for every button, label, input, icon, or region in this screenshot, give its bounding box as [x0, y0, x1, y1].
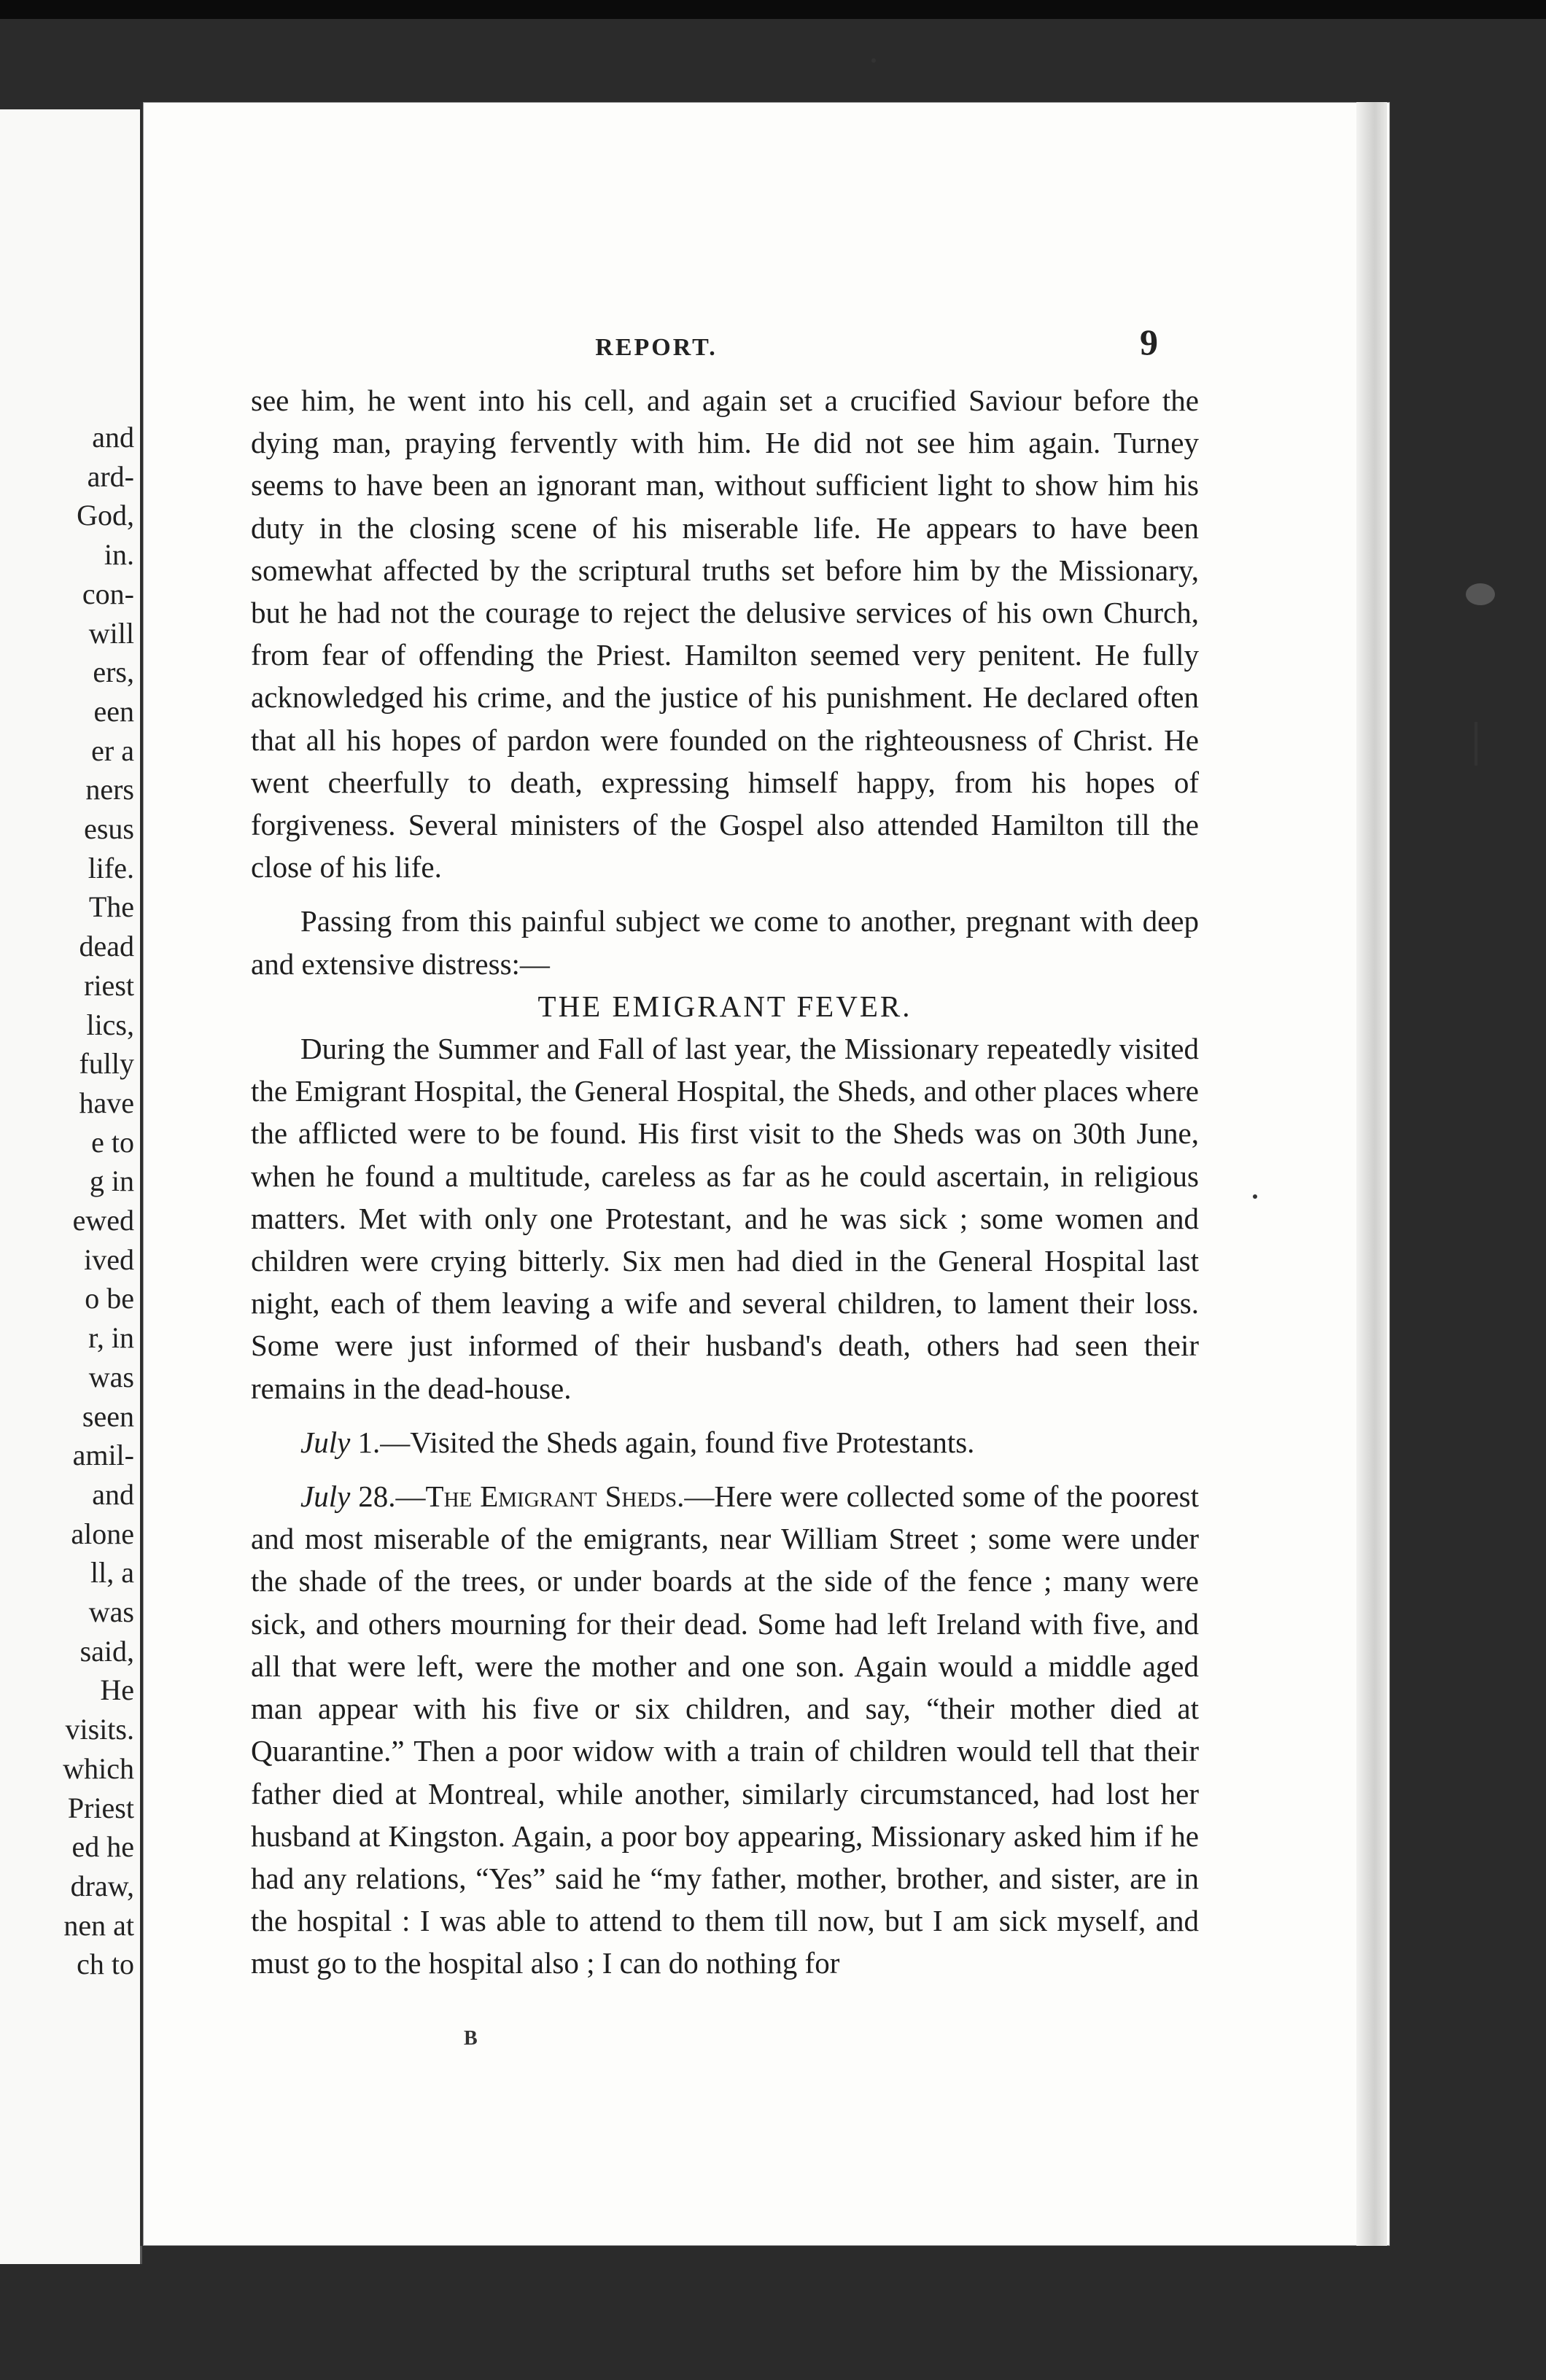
- left-page-line-fragment: ard-: [87, 459, 134, 493]
- paragraph-4-text: 1.—Visited the Sheds again, found five Protestants.: [350, 1425, 975, 1459]
- left-page-line-fragment: amil-: [72, 1439, 134, 1472]
- left-page-line-fragment: riest: [84, 968, 134, 1002]
- left-page-line-fragment: God,: [77, 499, 134, 532]
- paragraph-5-text: —Here were collected some of the poorest and most miserable of the emigrants, near William Street ; some were under the shade of the trees, or under boards at the side of the fence ; many were sick, and others mourning for their dead. Some had left Ireland with five, and all that were left, were the mother and one son. Again would a middle aged man appear with his five or six children, and say, “their mother died at Quarantine.” Then a poor widow with a train of children would tell that their father died at Montreal, while another, similarly circumstanced, had lost her husband at Kingston. Again, a poor boy appearing, Missionary asked him if he had any relations, “Yes” said he “my father, mother, brother, and sister, are in the hospital : I was able to attend to them till now, but I am sick myself, and must go to the hospital also ; I can do nothing for: [251, 1479, 1200, 1980]
- left-page-line-fragment: g in: [89, 1164, 134, 1198]
- paragraph-3: During the Summer and Fall of last year, the Missionary repeatedly visited the Emigrant Hospital, the General Hospital, the Sheds, and other places where the afflicted were to be found. His first visit to the Sheds was on 30th June, when he found a multitude, careless as far as he could ascertain, in religious matters. Met with only one Protestant, and he was sick ; some women and children were crying bitterly. Six men had died in the General Hospital last night, each of them leaving a wife and several children, to lament their loss. Some were just informed of their husband's death, others had seen their remains in the dead-house.: [251, 1032, 1199, 1405]
- scan-speck: [1475, 722, 1477, 766]
- page-number: 9: [1140, 322, 1158, 362]
- left-page-line-fragment: ners: [85, 773, 134, 806]
- left-page-line-fragment: was: [88, 1360, 134, 1393]
- left-page-line-fragment: ers,: [93, 656, 134, 689]
- left-page-line-fragment: have: [79, 1086, 134, 1119]
- left-page-line-fragment: ewed: [72, 1204, 134, 1237]
- signature-mark: B: [464, 2027, 478, 2050]
- paragraph-1: see him, he went into his cell, and again set a crucified Saviour before the dying man, praying fervently with him. He did not see him again. Turney seems to have been an ignorant man, without sufficient light to show him his duty in the closing scene of his miserable life. He appears to have been somewhat affected by the scriptural truths set before him by the Missionary, but he had not the courage to reject the delusive services of his own Church, from fear of offending the Priest. Hamilton seemed very penitent. He fully acknowledged his crime, and the justice of his punishment. He declared often that all his hopes of pardon were founded on the righteousness of Christ. He went cheerfully to death, expressing himself happy, from his hopes of forgiveness. Several ministers of the Gospel also attended Hamilton till the close of his life.: [251, 384, 1199, 884]
- inline-heading: The Emigrant Sheds.: [425, 1479, 685, 1514]
- date-number: 28.—: [350, 1479, 426, 1514]
- paragraph-5: [251, 1475, 1199, 1984]
- left-page-line-fragment: will: [88, 616, 134, 650]
- left-page-line-fragment: was: [88, 1595, 134, 1628]
- left-page-line-fragment: ll, a: [90, 1556, 134, 1590]
- left-page-line-fragment: and: [92, 1477, 134, 1511]
- left-page-line-fragment: Priest: [67, 1791, 134, 1824]
- section-heading: THE EMIGRANT FEVER.: [537, 989, 912, 1023]
- left-page-line-fragment: alone: [71, 1517, 134, 1550]
- left-page-line-fragment: ed he: [71, 1830, 134, 1864]
- left-page-line-fragment: seen: [82, 1399, 134, 1433]
- page-edge-shadow: [1356, 102, 1387, 2246]
- left-page-line-fragment: and: [92, 421, 134, 454]
- scan-top-border: [0, 0, 1546, 19]
- left-page-line-fragment: ch to: [77, 1948, 134, 1981]
- left-page-line-fragment: e to: [91, 1125, 134, 1159]
- left-page-line-fragment: ived: [84, 1242, 134, 1276]
- left-page-line-fragment: nen at: [63, 1908, 134, 1942]
- scan-speck: [1466, 583, 1495, 605]
- left-page-line-fragment: visits.: [65, 1713, 134, 1746]
- left-page-line-fragment: said,: [79, 1634, 134, 1668]
- page-body: [251, 379, 1199, 1985]
- left-page-line-fragment: er a: [91, 734, 134, 767]
- left-page-line-fragment: which: [63, 1751, 134, 1785]
- left-page-line-fragment: The: [88, 890, 134, 924]
- left-page-line-fragment: in.: [104, 538, 134, 572]
- left-page-line-fragment: esus: [84, 812, 134, 845]
- paragraph-2: Passing from this painful subject we come to another, pregnant with deep and extensive distress:—: [251, 904, 1199, 981]
- left-page-line-fragment: lics,: [86, 1008, 134, 1041]
- left-page-line-fragment: o be: [85, 1282, 134, 1315]
- left-page-line-fragment: fully: [79, 1047, 134, 1081]
- left-page-line-fragment: draw,: [70, 1869, 134, 1902]
- left-page-line-fragment: con-: [82, 577, 134, 610]
- scan-speck: [1253, 1194, 1257, 1199]
- left-page-line-fragment: dead: [79, 930, 134, 963]
- date-label: July: [300, 1479, 351, 1514]
- date-label: July: [300, 1425, 351, 1459]
- running-head: REPORT.: [595, 334, 718, 361]
- left-page-line-fragment: r, in: [88, 1321, 134, 1355]
- scan-speck: [871, 58, 876, 63]
- left-page-line-fragment: life.: [88, 851, 134, 884]
- left-page-fragment: [0, 109, 142, 2264]
- paragraph-4: [251, 1421, 1199, 1463]
- page-header: [131, 321, 1181, 379]
- left-page-line-fragment: He: [100, 1673, 134, 1707]
- left-page-line-fragment: een: [93, 694, 134, 728]
